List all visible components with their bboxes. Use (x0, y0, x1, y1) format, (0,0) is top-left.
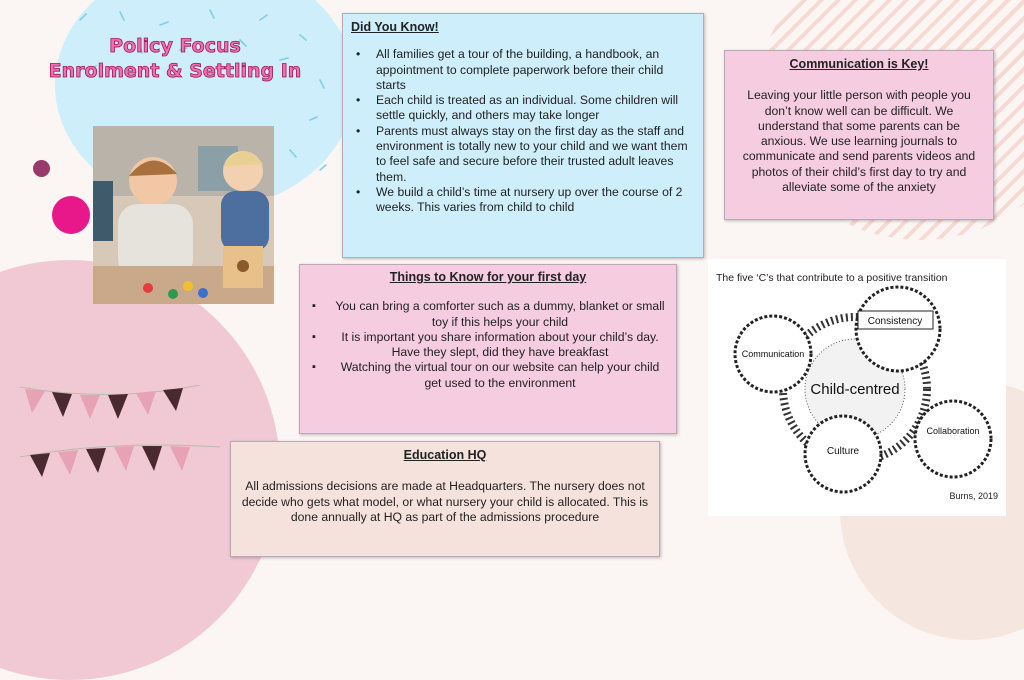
diagram-credit: Burns, 2019 (949, 491, 998, 501)
diagram-center-label: Child-centred (810, 381, 900, 398)
things-to-know-card (299, 264, 677, 434)
decorative-dot-small (33, 160, 50, 177)
page-title (30, 34, 320, 84)
communication-heading: Communication is Key! (789, 57, 929, 71)
list-item: • We build a child’s time at nursery up over the course of 2 weeks. This varies from child to child (351, 185, 695, 216)
children-playing-image (93, 126, 274, 304)
list-item: ▪ You can bring a comforter such as a dummy, blanket or small toy if this helps your child (310, 299, 666, 330)
diagram-node-label: Communication (741, 349, 805, 359)
list-item: ▪ It is important you share information about your child’s day. Have they slept, did they have breakfast (310, 330, 666, 361)
communication-card (724, 50, 994, 220)
list-item: • Each child is treated as an individual. Some children will settle quickly, and others may take longer (351, 93, 695, 124)
list-item: • All families get a tour of the building, a handbook, an appointment to complete paperwork before their child starts (351, 47, 695, 93)
list-item: ▪ Watching the virtual tour on our website can help your child get used to the environment (310, 360, 666, 391)
things-to-know-list (310, 299, 666, 391)
education-hq-body: All admissions decisions are made at Headquarters. The nursery does not decide who gets what model, or what nursery your child is allocated. This is done annually at HQ as part of the admissions procedure (241, 479, 649, 524)
title-line-2: Enrolment & Settling In (48, 60, 302, 82)
title-line-1: Policy Focus (109, 35, 241, 57)
did-you-know-list (351, 47, 695, 215)
children-photo (93, 126, 274, 304)
bunting-decoration (20, 385, 220, 515)
education-hq-card (230, 441, 660, 557)
did-you-know-card (342, 13, 704, 258)
diagram-node-label: Consistency (867, 316, 923, 327)
five-cs-diagram (708, 259, 1006, 516)
did-you-know-heading: Did You Know! (351, 20, 439, 34)
communication-body: Leaving your little person with people you don’t know well can be difficult. We understand that some parents can be anxious. We use learning journals to communicate and send parents videos and photos of their child’s first day to try and alleviate some of the anxiety (742, 88, 976, 195)
diagram-node-label: Culture (826, 446, 860, 457)
decorative-dot-large (52, 196, 90, 234)
education-hq-heading: Education HQ (403, 448, 487, 462)
diagram-node-label: Collaboration (926, 426, 980, 436)
diagram-title: The five ‘C’s that contribute to a positive transition (716, 272, 948, 284)
list-item: • Parents must always stay on the first day as the staff and environment is totally new to your child and we want them to feel safe and secure before their trusted adult leaves them. (351, 124, 695, 185)
five-cs-diagram-image (708, 259, 1006, 516)
things-to-know-heading: Things to Know for your first day (389, 270, 587, 284)
